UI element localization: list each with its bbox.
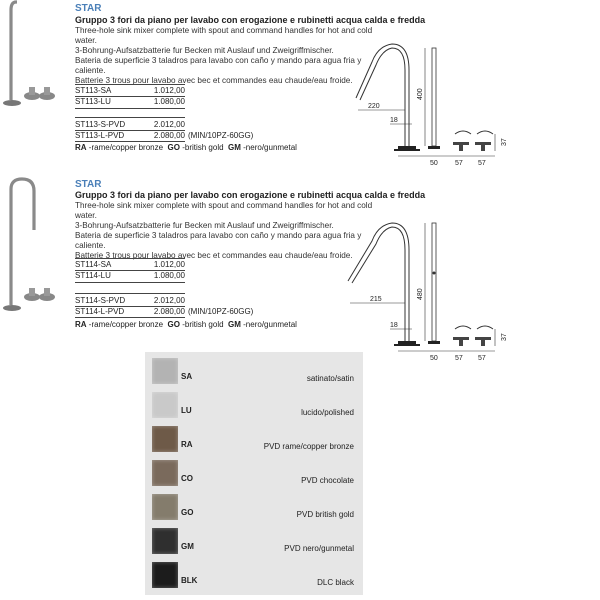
- finish-row: [148, 354, 360, 388]
- section-subtitle: Gruppo 3 fori da piano per lavabo con erogazione e rubinetti acqua calda e fredda: [75, 190, 426, 200]
- finish-name: PVD nero/gunmetal: [284, 544, 354, 553]
- finish-swatch: [152, 392, 178, 418]
- section-description: Three-hole sink mixer complete with spout and command handles for hot and cold water. 3-Bohrung-Aufsatzbatterie fur Becken mit Auslauf und Zweigriffmischer. Bateria de superficie 3 taladros para lavabo con caño y mando para agua fria y caliente. Batterie 3 trous pour lavabo avec bec et commandes eau chaude/eau froide.: [75, 26, 373, 85]
- dim-base: 18: [390, 117, 398, 124]
- faucet-photo-2: [0, 175, 70, 315]
- dim-reach: 220: [368, 103, 380, 110]
- finish-row: [148, 388, 360, 422]
- finish-row: [148, 456, 360, 490]
- dim-w1: 50: [430, 160, 438, 167]
- finish-code: RA: [181, 440, 193, 449]
- finish-row: [148, 422, 360, 456]
- min-order-note: (MIN/10PZ-60GG): [188, 131, 254, 140]
- finish-row: [148, 490, 360, 524]
- dim-w2: 57: [455, 160, 463, 167]
- technical-drawing-2: [330, 205, 510, 365]
- finish-code: BLK: [181, 576, 198, 585]
- finish-name: satinato/satin: [306, 374, 354, 383]
- finish-swatch: [152, 562, 178, 588]
- dim-handle-height: 37: [501, 138, 508, 146]
- section-description: Three-hole sink mixer complete with spout and command handles for hot and cold water. 3-Bohrung-Aufsatzbatterie fur Becken mit Auslauf und Zweigriffmischer. Bateria de superficie 3 taladros para lavabo con caño y mando para agua fria y caliente. Batterie 3 trous pour lavabo avec bec et commandes eau chaude/eau froide.: [75, 201, 373, 260]
- faucet-photo-1: [0, 0, 70, 120]
- section-subtitle: Gruppo 3 fori da piano per lavabo con erogazione e rubinetti acqua calda e fredda: [75, 15, 426, 25]
- finish-code: LU: [181, 406, 192, 415]
- dim-reach: 215: [370, 296, 382, 303]
- dim-w3: 57: [478, 355, 486, 362]
- section-title: STAR: [75, 179, 102, 190]
- finish-swatch: [152, 494, 178, 520]
- dim-w2: 57: [455, 355, 463, 362]
- finish-code: CO: [181, 474, 193, 483]
- finish-swatch: [152, 460, 178, 486]
- finish-legend: RA -rame/copper bronze GO -british gold GM -nero/gunmetal: [75, 320, 297, 329]
- finish-legend: RA -rame/copper bronze GO -british gold GM -nero/gunmetal: [75, 143, 297, 152]
- finish-code: GO: [181, 508, 194, 517]
- dim-height: 400: [417, 88, 424, 100]
- finish-swatch: [152, 426, 178, 452]
- section-title: STAR: [75, 3, 102, 14]
- finish-name: lucido/polished: [301, 408, 354, 417]
- finish-name: DLC black: [317, 578, 354, 587]
- dim-w3: 57: [478, 160, 486, 167]
- finish-row: [148, 558, 360, 592]
- dim-w1: 50: [430, 355, 438, 362]
- dim-base: 18: [390, 322, 398, 329]
- technical-drawing-1: [330, 30, 510, 180]
- finish-name: PVD british gold: [296, 510, 354, 519]
- dim-height: 480: [417, 288, 424, 300]
- finish-name: PVD chocolate: [301, 476, 354, 485]
- finish-code: SA: [181, 372, 193, 381]
- finish-row: [148, 524, 360, 558]
- dim-handle-height: 37: [501, 333, 508, 341]
- finish-swatch: [152, 358, 178, 384]
- min-order-note: (MIN/10PZ-60GG): [188, 307, 254, 316]
- finish-code: GM: [181, 542, 194, 551]
- finish-name: PVD rame/copper bronze: [263, 442, 354, 451]
- finish-swatch: [152, 528, 178, 554]
